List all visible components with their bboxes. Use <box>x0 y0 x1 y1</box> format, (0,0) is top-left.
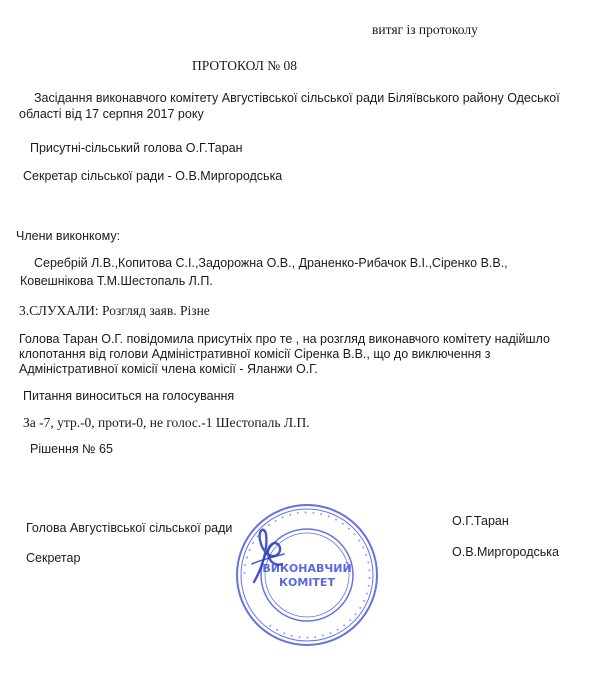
heard-line: 3.СЛУХАЛИ: Розгляд заяв. Різне <box>19 303 210 318</box>
statement-line-1: Голова Таран О.Г. повідомила присутніх про те , на розгляд виконавчого комітету надійшло <box>19 332 550 346</box>
statement-line-3: Адміністративної комісії члена комісії - Яланжи О.Г. <box>19 362 318 376</box>
members-line-2: Ковешнікова Т.М.Шестопаль Л.П. <box>20 274 213 288</box>
head-signature-label: Голова Августівської сільської ради <box>26 521 233 535</box>
handwritten-signature <box>248 520 288 590</box>
secretary-signature-label: Секретар <box>26 551 81 565</box>
statement-line-2: клопотання від голови Адміністративної комісії Сіренка В.В., що до виключення з <box>19 347 491 361</box>
stamp-text-line-1: ВИКОНАВЧИЙ <box>262 562 352 575</box>
stamp-text-line-2: КОМІТЕТ <box>279 576 335 589</box>
meeting-line-1: Засідання виконавчого комітету Августівської сільської ради Біляївського району Одеської <box>34 91 560 105</box>
present-line: Присутні-сільський голова О.Г.Таран <box>30 141 243 155</box>
svg-text:• • • • • • • • • • • • • • •: • • • • • • • • • • • • • • • • • • • • • • • • • • • • • • • • • • • • • • • • • • • <box>240 508 374 642</box>
members-line-1: Серебрій Л.В.,Копитова С.І.,Задорожна О.В., Драненко-Рибачок В.І.,Сіренко В.В., <box>34 256 508 270</box>
meeting-line-2: області від 17 серпня 2017 року <box>19 107 204 121</box>
vote-heading: Питання виноситься на голосування <box>23 389 235 403</box>
members-heading: Члени виконкому: <box>16 229 121 243</box>
secretary-line: Секретар сільської ради - О.В.Миргородська <box>23 169 283 183</box>
excerpt-label: витяг із протоколу <box>372 22 478 37</box>
protocol-title: ПРОТОКОЛ № 08 <box>192 58 298 73</box>
secretary-signature-name: О.В.Миргородська <box>452 545 559 559</box>
vote-result: За -7, утр.-0, проти-0, не голос.-1 Шестопаль Л.П. <box>23 415 310 430</box>
decision-number: Рішення № 65 <box>30 442 113 456</box>
head-signature-name: О.Г.Таран <box>452 514 509 528</box>
